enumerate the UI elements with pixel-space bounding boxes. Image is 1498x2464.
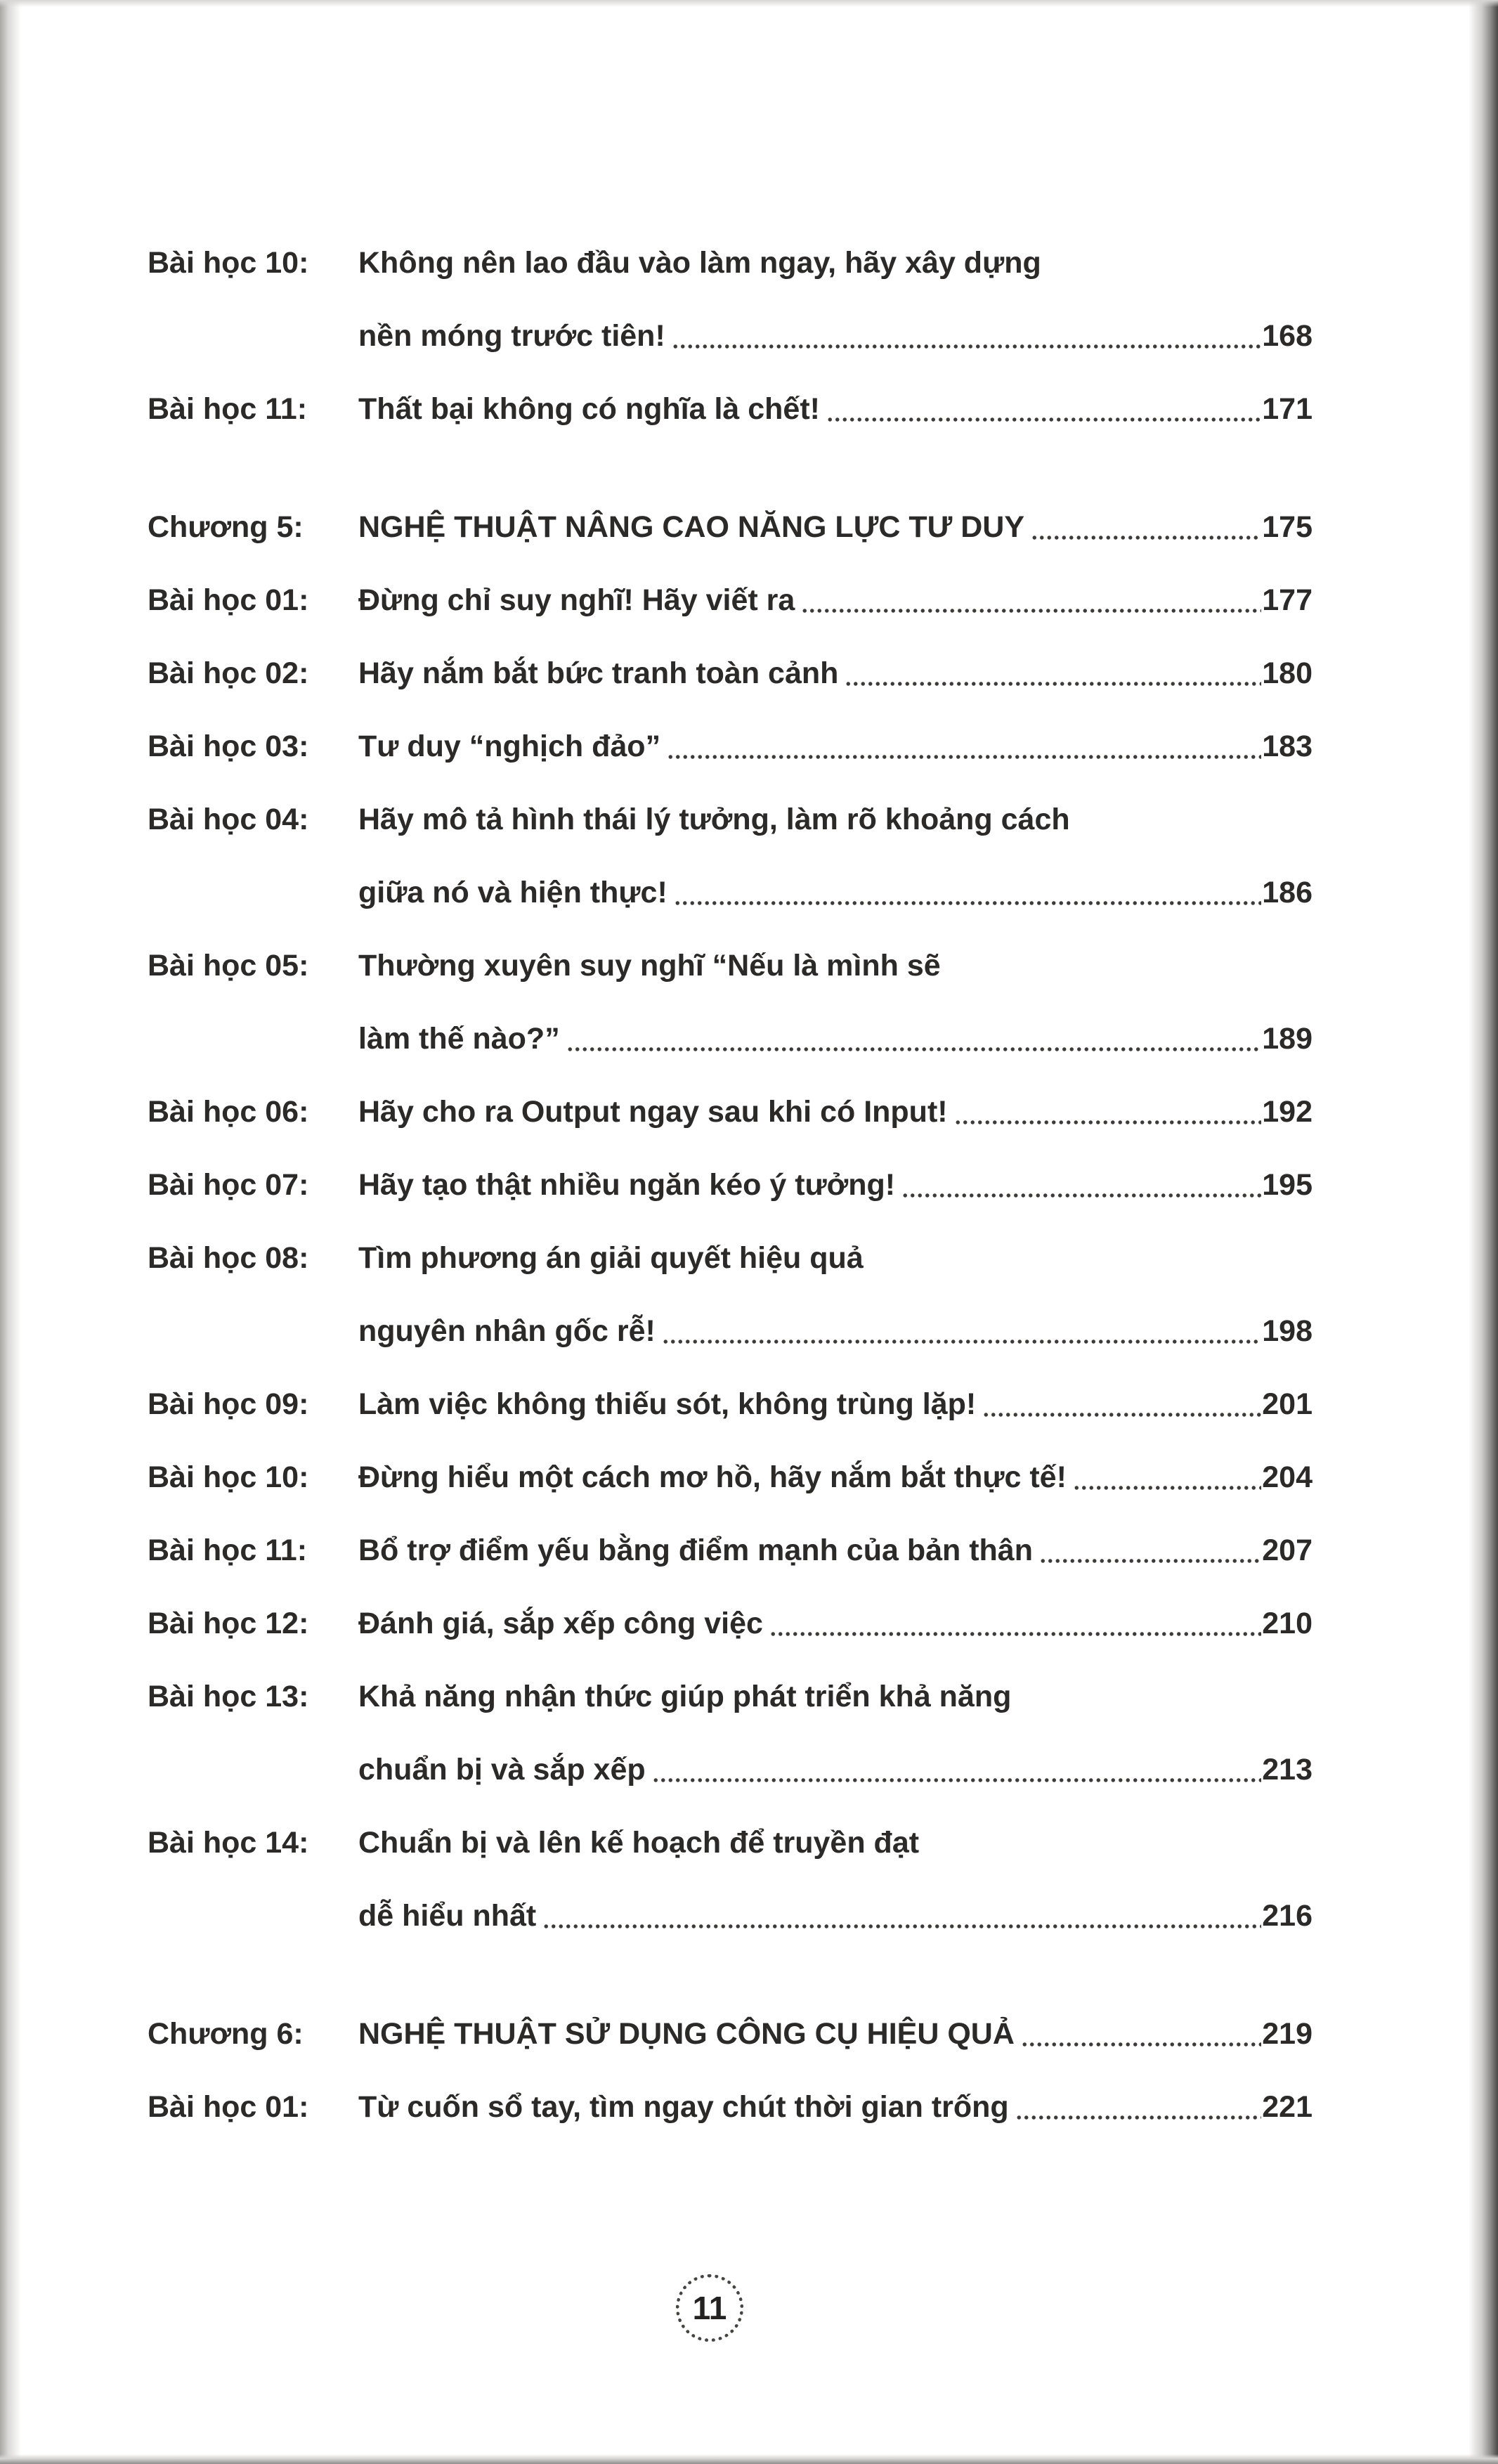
entry-title-block [358,1368,1313,1441]
entry-page-number: 201 [1262,1387,1313,1421]
toc-lesson-entry [148,1514,1313,1587]
entry-label: Bài học 02: [148,656,309,690]
entry-title-block [358,491,1313,564]
entry-title-text: chuẩn bị và sắp xếp [358,1752,646,1787]
entry-page-number: 198 [1262,1314,1313,1348]
leader-dots [1014,2070,1262,2144]
entry-line [358,2070,1313,2144]
entry-title-block [358,637,1313,710]
toc-lesson-entry [148,1806,1313,1952]
leader-dots [843,637,1261,710]
leader-dots [670,299,1261,372]
entry-title-text: Từ cuốn sổ tay, tìm ngay chút thời gian trống [358,2089,1009,2124]
footer-page-number: 11 [692,2290,727,2326]
entry-title-text: Tư duy “nghịch đảo” [358,729,661,763]
entry-line [358,491,1313,564]
entry-label: Chương 5: [148,510,304,544]
page-number-badge [676,2274,743,2342]
entry-line [358,1295,1313,1368]
entry-page-number: 204 [1262,1460,1313,1494]
leader-dots [565,1002,1262,1075]
entry-title-text: Thất bại không có nghĩa là chết! [358,391,820,426]
entry-page-number: 210 [1262,1606,1313,1640]
toc-lesson-entry [148,1221,1313,1368]
entry-title-text: Hãy tạo thật nhiều ngăn kéo ý tưởng! [358,1167,896,1202]
entry-line [358,1514,1313,1587]
leader-dots [981,1368,1261,1441]
entry-title-text: nền móng trước tiên! [358,318,665,353]
entry-page-number: 168 [1262,318,1313,353]
entry-line [358,1002,1313,1075]
entry-page-number: 171 [1262,391,1313,426]
entry-line [358,637,1313,710]
toc-chapter-entry [148,1997,1313,2070]
entry-title-text: dễ hiểu nhất [358,1898,537,1933]
entry-label: Bài học 12: [148,1606,309,1640]
entry-label: Bài học 08: [148,1240,309,1275]
leader-dots [665,710,1261,783]
scan-edge-top [0,0,1498,7]
entry-label: Bài học 11: [148,391,308,426]
entry-page-number: 180 [1262,656,1313,690]
toc-lesson-entry [148,783,1313,929]
entry-label: Bài học 10: [148,1460,309,1494]
leader-dots [672,856,1261,929]
entry-title-block [358,2070,1313,2144]
scan-edge-left [0,0,21,2464]
entry-page-number: 219 [1262,2016,1313,2051]
entry-title-block [358,1997,1313,2070]
entry-title-text: NGHỆ THUẬT SỬ DỤNG CÔNG CỤ HIỆU QUẢ [358,2016,1015,2051]
leader-dots [800,564,1261,637]
entry-line [358,929,1313,1002]
entry-title-block [358,564,1313,637]
entry-title-block [358,1806,1313,1952]
toc-lesson-entry [148,2070,1313,2144]
entry-title-text: Hãy mô tả hình thái lý tưởng, làm rõ khoảng cách [358,802,1070,836]
entry-label: Bài học 01: [148,583,309,617]
entry-page-number: 221 [1262,2089,1313,2124]
entry-line [358,1075,1313,1148]
entry-line [358,1148,1313,1221]
entry-line [358,1660,1313,1733]
entry-title-block [358,1441,1313,1514]
entry-line [358,783,1313,856]
toc-lesson-entry [148,1075,1313,1148]
entry-title-text: nguyên nhân gốc rễ! [358,1314,656,1348]
entry-label: Chương 6: [148,2016,304,2051]
toc-lesson-entry [148,637,1313,710]
scan-edge-bottom [0,2454,1498,2464]
entry-title-block [358,710,1313,783]
leader-dots [768,1587,1261,1660]
entry-title-text: Bổ trợ điểm yếu bằng điểm mạnh của bản thân [358,1533,1033,1567]
entry-title-text: Đừng hiểu một cách mơ hồ, hãy nắm bắt thực tế! [358,1460,1067,1494]
leader-dots [660,1295,1261,1368]
entry-page-number: 213 [1262,1752,1313,1787]
entry-title-text: Thường xuyên suy nghĩ “Nếu là mình sẽ [358,948,941,983]
entry-title-block [358,1660,1313,1806]
entry-label: Bài học 10: [148,245,309,280]
toc-lesson-entry [148,372,1313,446]
entry-line [358,1733,1313,1806]
entry-title-text: Đừng chỉ suy nghĩ! Hãy viết ra [358,583,795,617]
entry-label: Bài học 04: [148,802,309,836]
entry-line [358,710,1313,783]
entry-page-number: 189 [1262,1021,1313,1056]
entry-title-block [358,1221,1313,1368]
entry-title-block [358,783,1313,929]
entry-label: Bài học 06: [148,1094,309,1129]
leader-dots [825,372,1261,446]
leader-dots [1072,1441,1261,1514]
entry-title-text: Chuẩn bị và lên kế hoạch để truyền đạt [358,1825,920,1860]
entry-line [358,856,1313,929]
entry-title-block [358,929,1313,1075]
leader-dots [953,1075,1262,1148]
leader-dots [1029,491,1261,564]
entry-page-number: 192 [1262,1094,1313,1129]
entry-page-number: 216 [1262,1898,1313,1933]
entry-line [358,1879,1313,1952]
leader-dots [1020,1997,1261,2070]
entry-label: Bài học 05: [148,948,309,983]
toc-lesson-entry [148,929,1313,1075]
toc-lesson-entry [148,1368,1313,1441]
entry-page-number: 177 [1262,583,1313,617]
entry-label: Bài học 03: [148,729,309,763]
toc-lesson-entry [148,226,1313,372]
entry-line [358,1587,1313,1660]
toc-lesson-entry [148,1148,1313,1221]
toc-lesson-entry [148,1441,1313,1514]
toc-chapter-entry [148,491,1313,564]
entry-line [358,1368,1313,1441]
toc-lesson-entry [148,1660,1313,1806]
entry-line [358,372,1313,446]
entry-line [358,1806,1313,1879]
entry-line [358,299,1313,372]
leader-dots [1038,1514,1261,1587]
entry-title-text: Khả năng nhận thức giúp phát triển khả năng [358,1679,1012,1713]
entry-title-block [358,1075,1313,1148]
leader-dots [541,1879,1261,1952]
entry-label: Bài học 13: [148,1679,309,1713]
entry-title-block [358,1148,1313,1221]
entry-page-number: 207 [1262,1533,1313,1567]
entry-page-number: 175 [1262,510,1313,544]
entry-title-text: Làm việc không thiếu sót, không trùng lặp! [358,1387,977,1421]
toc-lesson-entry [148,710,1313,783]
entry-label: Bài học 07: [148,1167,309,1202]
entry-line [358,564,1313,637]
entry-title-text: Hãy nắm bắt bức tranh toàn cảnh [358,656,839,690]
entry-title-text: Hãy cho ra Output ngay sau khi có Input! [358,1094,948,1129]
toc-lesson-entry [148,1587,1313,1660]
entry-label: Bài học 01: [148,2089,309,2124]
entry-title-text: Không nên lao đầu vào làm ngay, hãy xây dựng [358,245,1041,280]
entry-title-text: Tìm phương án giải quyết hiệu quả [358,1240,864,1275]
leader-dots [651,1733,1262,1806]
entry-page-number: 195 [1262,1167,1313,1202]
entry-line [358,226,1313,299]
entry-title-text: NGHỆ THUẬT NÂNG CAO NĂNG LỰC TƯ DUY [358,510,1025,544]
entry-label: Bài học 09: [148,1387,309,1421]
entry-page-number: 183 [1262,729,1313,763]
scan-edge-right [1468,0,1498,2464]
entry-line [358,1221,1313,1295]
toc-lesson-entry [148,564,1313,637]
entry-title-text: giữa nó và hiện thực! [358,875,667,909]
entry-page-number: 186 [1262,875,1313,909]
entry-label: Bài học 11: [148,1533,308,1567]
entry-title-block [358,1514,1313,1587]
entry-line [358,1441,1313,1514]
entry-title-block [358,1587,1313,1660]
entry-title-block [358,226,1313,372]
entry-label: Bài học 14: [148,1825,309,1860]
entry-title-text: Đánh giá, sắp xếp công việc [358,1606,763,1640]
leader-dots [900,1148,1261,1221]
entry-title-text: làm thế nào?” [358,1021,560,1056]
entry-title-block [358,372,1313,446]
entry-line [358,1997,1313,2070]
table-of-contents [148,226,1313,2144]
